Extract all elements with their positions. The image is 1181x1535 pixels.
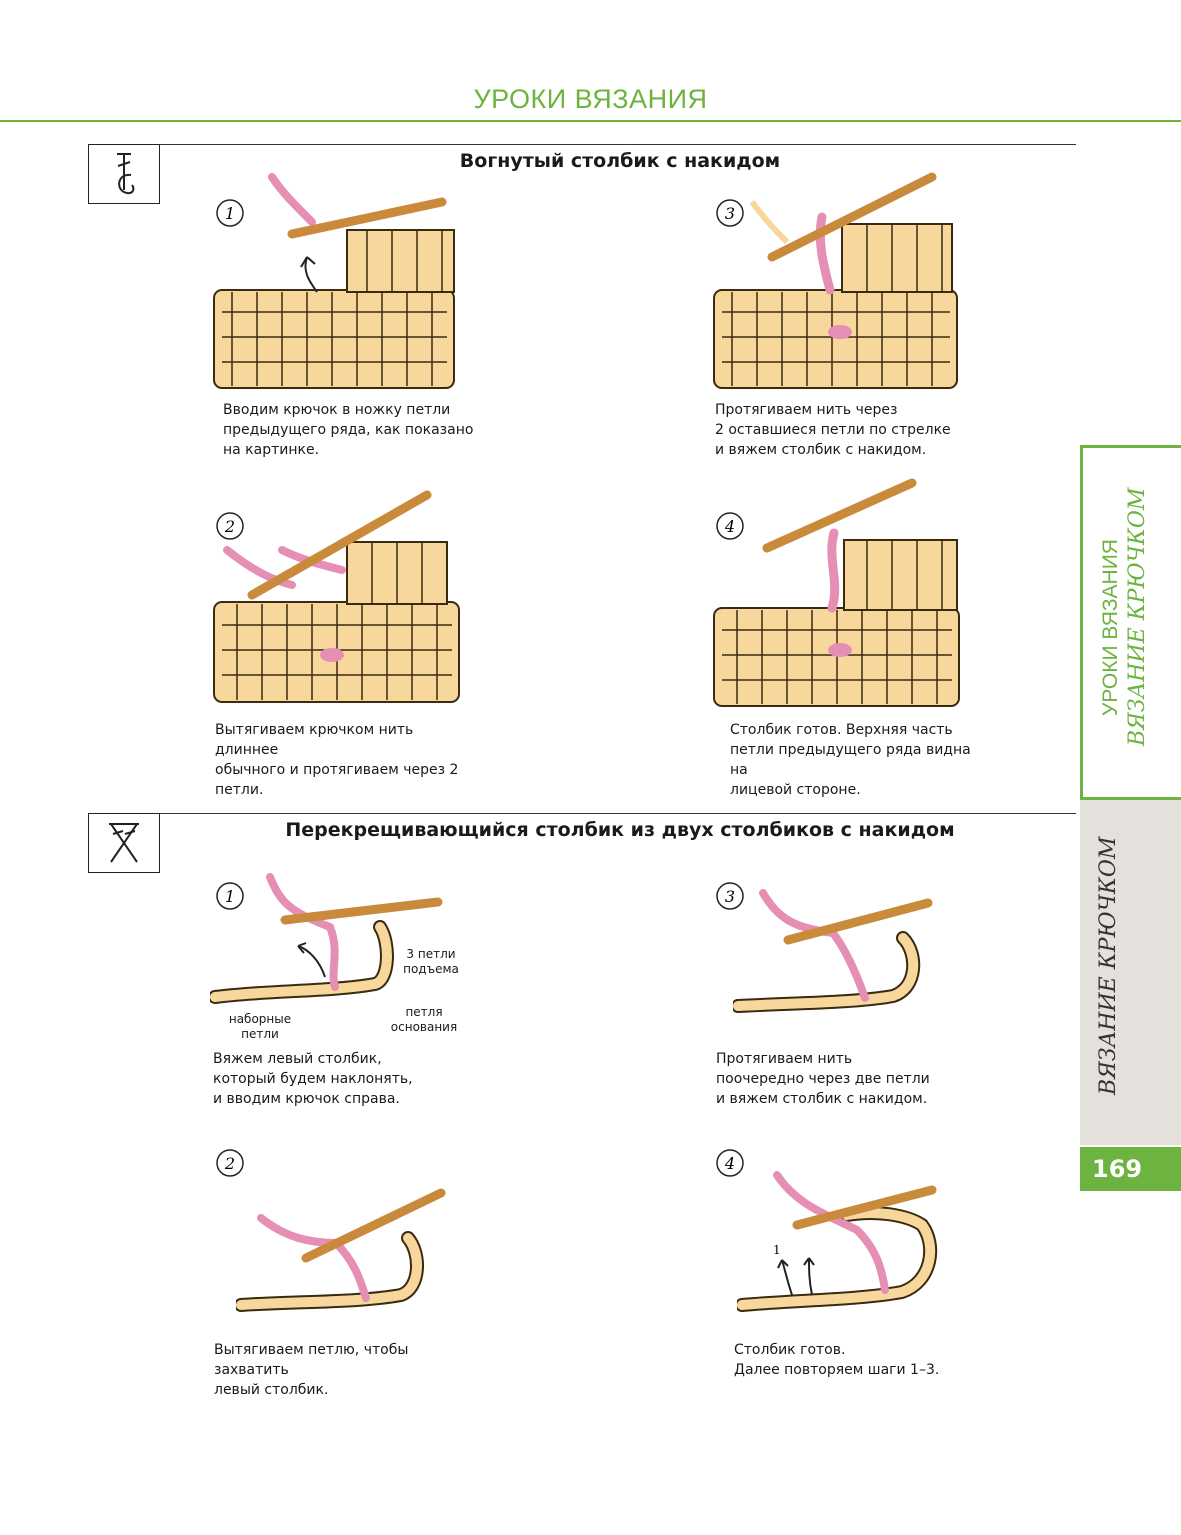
side-tab-section-label: ВЯЗАНИЕ КРЮЧКОМ <box>1096 836 1121 1095</box>
step-number: 2 <box>224 1154 236 1173</box>
step-caption: Протягиваем нить через 2 оставшиеся петли по стрелке и вяжем столбик с накидом. <box>715 402 951 458</box>
page-number: 169 <box>1080 1147 1181 1191</box>
arrow-label-1: 1 <box>773 1243 781 1257</box>
illustration-2-2 <box>236 1183 458 1323</box>
step-caption: Столбик готов. Верхняя часть петли предыдущего ряда видна на лицевой стороне. <box>730 722 971 798</box>
side-tab-section <box>1080 800 1181 1145</box>
section-1-title: Вогнутый столбик с накидом <box>459 150 781 172</box>
step-number: 4 <box>724 517 736 536</box>
step-number: 3 <box>724 887 736 906</box>
section-1-rule <box>159 144 1076 145</box>
step-caption: Вытягиваем петлю, чтобы захватить левый столбик. <box>214 1342 409 1398</box>
illustration-2-4 <box>737 1170 947 1320</box>
side-tab-title: УРОКИ ВЯЗАНИЯ <box>1099 539 1122 716</box>
step-caption: Столбик готов. Далее повторяем шаги 1–3. <box>734 1342 940 1378</box>
illustration-1-3 <box>712 172 962 390</box>
label-lift-loops: 3 петли подъема <box>403 947 459 976</box>
step-number: 4 <box>724 1154 736 1173</box>
step-number: 2 <box>224 517 236 536</box>
label-base-loop: петля основания <box>390 1005 458 1034</box>
step-number: 1 <box>224 204 236 223</box>
crossed-double-crochet-symbol-icon <box>88 813 160 873</box>
step-number-icon <box>215 1148 245 1178</box>
section-2-title: Перекрещивающийся столбик из двух столбиков с накидом <box>285 819 955 841</box>
illustration-1-4 <box>712 478 964 708</box>
side-tab-subtitle: ВЯЗАНИЕ КРЮЧКОМ <box>1125 487 1150 746</box>
step-caption: Протягиваем нить поочередно через две петли и вяжем столбик с накидом. <box>716 1051 930 1107</box>
illustration-1-1 <box>212 172 462 390</box>
section-2-rule <box>159 813 1076 814</box>
label-chain-loops: наборные петли <box>228 1012 292 1041</box>
illustration-2-3 <box>733 878 948 1018</box>
side-tab-active <box>1080 445 1181 800</box>
illustration-2-1 <box>210 872 450 1012</box>
step-caption: Вытягиваем крючком нить длиннее обычного и протягиваем через 2 петли. <box>215 722 459 798</box>
step-number: 1 <box>224 887 236 906</box>
illustration-1-2 <box>212 490 464 708</box>
step-caption: Вяжем левый столбик, который будем наклонять, и вводим крючок справа. <box>213 1051 413 1107</box>
step-caption: Вводим крючок в ножку петли предыдущего ряда, как показано на картинке. <box>223 402 474 458</box>
step-number: 3 <box>724 204 736 223</box>
header-rule <box>0 120 1181 122</box>
double-crochet-symbol-icon <box>88 144 160 204</box>
running-header: УРОКИ ВЯЗАНИЯ <box>473 84 708 114</box>
